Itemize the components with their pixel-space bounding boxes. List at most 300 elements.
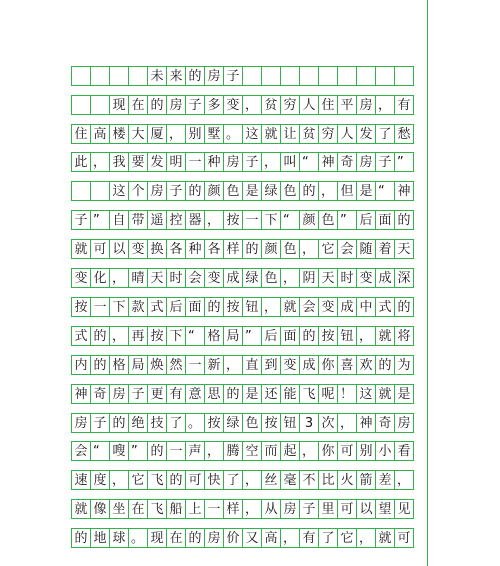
grid-cell: 可 <box>185 470 205 490</box>
grid-cell: “ <box>185 326 205 346</box>
grid-cell: 格 <box>204 326 224 346</box>
grid-cell: 深 <box>394 268 414 288</box>
grid-cell: 子 <box>242 152 262 172</box>
grid-cell: ” <box>90 210 110 230</box>
grid-cell: 地 <box>90 528 110 548</box>
grid-cell: 按 <box>223 210 243 230</box>
grid-cell: 颜 <box>299 210 319 230</box>
grid-cell <box>90 95 110 115</box>
grid-cell: 化 <box>90 268 110 288</box>
grid-cell: 就 <box>71 499 91 519</box>
grid-cell: 内 <box>71 355 91 375</box>
grid-cell: 像 <box>90 499 110 519</box>
grid-cell: “ <box>280 210 300 230</box>
grid-cell: “ <box>299 152 319 172</box>
grid-cell <box>299 66 319 86</box>
grid-cell: 阴 <box>299 268 319 288</box>
grid-cell: 看 <box>394 441 414 461</box>
grid-cell: 面 <box>375 210 395 230</box>
grid-cell: 奇 <box>337 152 357 172</box>
grid-cell: 的 <box>299 181 319 201</box>
grid-cell: 天 <box>147 268 167 288</box>
grid-cell <box>71 181 91 201</box>
grid-cell: 思 <box>204 384 224 404</box>
grid-cell: 式 <box>375 297 395 317</box>
grid-cell: 变 <box>128 239 148 259</box>
grid-cell: 一 <box>204 499 224 519</box>
grid-cell: 一 <box>90 297 110 317</box>
grid-row <box>71 297 431 317</box>
grid-cell: 子 <box>375 152 395 172</box>
grid-cell: 的 <box>147 441 167 461</box>
grid-cell: 神 <box>394 181 414 201</box>
grid-cell: 贫 <box>261 95 281 115</box>
grid-cell <box>90 181 110 201</box>
grid-cell <box>375 66 395 86</box>
grid-cell: 是 <box>242 384 262 404</box>
grid-cell: 着 <box>375 239 395 259</box>
grid-cell: 房 <box>356 152 376 172</box>
grid-cell: 房 <box>394 413 414 433</box>
grid-cell: ， <box>242 95 262 115</box>
grid-cell: 嗖 <box>109 441 129 461</box>
grid-cell: 新 <box>204 355 224 375</box>
grid-cell: 天 <box>318 268 338 288</box>
grid-cell: 绝 <box>128 413 148 433</box>
grid-cell: 子 <box>185 95 205 115</box>
grid-cell <box>90 66 110 86</box>
grid-cell: 这 <box>109 181 129 201</box>
grid-cell: ， <box>204 441 224 461</box>
grid-cell: 飞 <box>147 470 167 490</box>
grid-cell: 款 <box>128 297 148 317</box>
grid-cell: ” <box>128 441 148 461</box>
grid-cell: ， <box>299 239 319 259</box>
grid-cell: 毫 <box>280 470 300 490</box>
grid-cell: 色 <box>318 210 338 230</box>
grid-cell: 房 <box>356 95 376 115</box>
grid-cell: ” <box>242 326 262 346</box>
grid-cell: 要 <box>128 152 148 172</box>
grid-cell: 种 <box>185 239 205 259</box>
grid-cell: 的 <box>71 528 91 548</box>
grid-row <box>71 441 431 461</box>
grid-cell: 到 <box>261 355 281 375</box>
grid-cell: 会 <box>71 441 91 461</box>
grid-row <box>71 384 431 404</box>
grid-cell: 不 <box>299 470 319 490</box>
grid-cell: 按 <box>204 413 224 433</box>
grid-cell: 各 <box>166 239 186 259</box>
grid-cell: 后 <box>261 326 281 346</box>
grid-cell <box>128 66 148 86</box>
grid-cell: 墅 <box>204 124 224 144</box>
grid-cell: 房 <box>204 66 224 86</box>
grid-cell: 样 <box>223 499 243 519</box>
grid-row <box>71 268 431 288</box>
grid-cell: 望 <box>375 499 395 519</box>
grid-cell: 变 <box>318 297 338 317</box>
grid-cell: 是 <box>394 384 414 404</box>
grid-cell: 式 <box>71 326 91 346</box>
grid-cell: 大 <box>128 124 148 144</box>
grid-cell: 人 <box>299 95 319 115</box>
grid-cell: ！ <box>337 384 357 404</box>
grid-cell: 一 <box>185 355 205 375</box>
grid-cell: “ <box>375 181 395 201</box>
grid-cell <box>318 66 338 86</box>
grid-cell: 按 <box>318 326 338 346</box>
grid-cell: 这 <box>242 124 262 144</box>
grid-cell: 子 <box>128 384 148 404</box>
grid-cell: 住 <box>318 95 338 115</box>
grid-cell: 呢 <box>318 384 338 404</box>
grid-cell: 变 <box>223 95 243 115</box>
grid-cell: 神 <box>71 384 91 404</box>
grid-cell: 的 <box>90 326 110 346</box>
grid-cell: 它 <box>128 470 148 490</box>
grid-cell: 是 <box>242 181 262 201</box>
grid-cell: 色 <box>261 268 281 288</box>
grid-cell: 腾 <box>223 441 243 461</box>
grid-cell: 叫 <box>280 152 300 172</box>
grid-cell: 就 <box>71 239 91 259</box>
grid-cell: 我 <box>109 152 129 172</box>
grid-cell: 钮 <box>337 326 357 346</box>
grid-cell: 颜 <box>204 181 224 201</box>
grid-cell: 飞 <box>299 384 319 404</box>
grid-cell: 里 <box>318 499 338 519</box>
grid-cell: 它 <box>318 239 338 259</box>
grid-cell: ， <box>394 470 414 490</box>
grid-cell <box>71 95 91 115</box>
grid-row <box>71 326 431 346</box>
grid-cell: 可 <box>337 441 357 461</box>
grid-cell: 发 <box>356 124 376 144</box>
grid-cell: 别 <box>185 124 205 144</box>
grid-cell: 球 <box>109 528 129 548</box>
grid-cell: 空 <box>242 441 262 461</box>
grid-cell: 房 <box>204 528 224 548</box>
grid-cell: 丝 <box>261 470 281 490</box>
grid-cell: 带 <box>128 210 148 230</box>
grid-cell: 各 <box>204 239 224 259</box>
grid-cell: 绿 <box>242 268 262 288</box>
grid-cell: 的 <box>394 210 414 230</box>
grid-cell: ， <box>356 326 376 346</box>
grid-cell: 的 <box>223 384 243 404</box>
grid-cell: 这 <box>356 384 376 404</box>
grid-cell: 而 <box>261 441 281 461</box>
grid-cell: 成 <box>223 268 243 288</box>
grid-cell: 差 <box>375 470 395 490</box>
grid-cell: 后 <box>166 297 186 317</box>
grid-cell: 下 <box>261 210 281 230</box>
grid-cell <box>394 66 414 86</box>
grid-cell: ， <box>204 210 224 230</box>
grid-cell: 按 <box>223 297 243 317</box>
grid-cell: 时 <box>337 268 357 288</box>
grid-cell: 的 <box>166 470 186 490</box>
grid-cell: 起 <box>280 441 300 461</box>
grid-cell: 以 <box>109 239 129 259</box>
grid-cell: 成 <box>337 297 357 317</box>
grid-cell: 平 <box>337 95 357 115</box>
composition-sheet <box>71 0 431 566</box>
grid-cell <box>109 66 129 86</box>
grid-cell: 在 <box>128 95 148 115</box>
grid-cell: 控 <box>166 210 186 230</box>
grid-cell: 色 <box>280 239 300 259</box>
grid-cell: 面 <box>280 326 300 346</box>
grid-cell: 的 <box>90 355 110 375</box>
grid-cell: 快 <box>204 470 224 490</box>
grid-cell: 色 <box>242 413 262 433</box>
grid-cell: 变 <box>356 268 376 288</box>
grid-cell: 时 <box>166 268 186 288</box>
grid-cell: 的 <box>375 355 395 375</box>
grid-cell: ， <box>261 152 281 172</box>
grid-cell: 来 <box>166 66 186 86</box>
grid-cell: 可 <box>90 239 110 259</box>
grid-cell: 发 <box>147 152 167 172</box>
grid-cell: 子 <box>223 66 243 86</box>
grid-cell: 现 <box>109 95 129 115</box>
grid-cell: 后 <box>356 210 376 230</box>
grid-cell: 房 <box>109 384 129 404</box>
grid-cell: 楼 <box>109 124 129 144</box>
grid-cell: 房 <box>166 95 186 115</box>
grid-cell: 愁 <box>394 124 414 144</box>
grid-cell: 有 <box>394 95 414 115</box>
grid-cell: 绿 <box>223 413 243 433</box>
grid-cell: 了 <box>318 528 338 548</box>
grid-cell: 此 <box>71 152 91 172</box>
grid-row <box>71 210 431 230</box>
grid-cell: 成 <box>299 355 319 375</box>
grid-cell: 下 <box>166 326 186 346</box>
grid-cell: 换 <box>147 239 167 259</box>
grid-row <box>71 499 431 519</box>
grid-cell: 高 <box>261 528 281 548</box>
grid-cell: 坐 <box>109 499 129 519</box>
grid-cell: ， <box>261 297 281 317</box>
grid-cell: 遥 <box>147 210 167 230</box>
grid-cell: 绿 <box>261 181 281 201</box>
grid-cell: 房 <box>223 152 243 172</box>
grid-cell: 的 <box>204 297 224 317</box>
grid-cell: 成 <box>375 268 395 288</box>
grid-cell: 会 <box>185 268 205 288</box>
grid-cell: 一 <box>166 441 186 461</box>
grid-cell: 的 <box>185 528 205 548</box>
grid-cell: 将 <box>394 326 414 346</box>
grid-cell: 次 <box>318 413 338 433</box>
grid-cell: 下 <box>109 297 129 317</box>
grid-cell: 能 <box>280 384 300 404</box>
grid-cell: 自 <box>109 210 129 230</box>
grid-row <box>71 355 431 375</box>
grid-cell: ， <box>242 499 262 519</box>
grid-cell: 意 <box>185 384 205 404</box>
grid-cell: 更 <box>147 384 167 404</box>
grid-cell: ， <box>356 528 376 548</box>
grid-cell: 按 <box>261 413 281 433</box>
grid-cell: 神 <box>318 152 338 172</box>
grid-cell: ， <box>337 413 357 433</box>
grid-cell: 就 <box>375 528 395 548</box>
grid-cell: 明 <box>166 152 186 172</box>
grid-cell: 有 <box>166 384 186 404</box>
grid-row <box>71 413 431 433</box>
grid-cell: 奇 <box>90 384 110 404</box>
grid-cell: 价 <box>223 528 243 548</box>
grid-cell: 会 <box>299 297 319 317</box>
grid-cell: 度 <box>90 470 110 490</box>
grid-cell: 的 <box>299 326 319 346</box>
grid-cell: ， <box>166 124 186 144</box>
grid-cell: 在 <box>128 499 148 519</box>
grid-cell: “ <box>90 441 110 461</box>
grid-cell: 子 <box>166 181 186 201</box>
grid-cell: 贫 <box>299 124 319 144</box>
grid-cell: 。 <box>185 413 205 433</box>
grid-cell <box>337 66 357 86</box>
grid-cell: 的 <box>394 297 414 317</box>
grid-cell: 颜 <box>261 239 281 259</box>
grid-cell: 的 <box>147 95 167 115</box>
grid-cell: 焕 <box>147 355 167 375</box>
grid-cell: ， <box>375 95 395 115</box>
grid-cell: 一 <box>185 152 205 172</box>
grid-cell: 别 <box>356 441 376 461</box>
margin-line <box>427 0 428 566</box>
grid-cell: 然 <box>166 355 186 375</box>
grid-cell: 子 <box>90 413 110 433</box>
grid-cell: 它 <box>337 528 357 548</box>
grid-cell: 就 <box>280 297 300 317</box>
grid-cell: ” <box>394 152 414 172</box>
grid-cell: 穷 <box>318 124 338 144</box>
grid-row <box>71 66 431 86</box>
grid-cell: 是 <box>356 181 376 201</box>
grid-cell: 器 <box>185 210 205 230</box>
grid-cell: 面 <box>185 297 205 317</box>
grid-cell: 3 <box>299 413 319 433</box>
grid-cell: 上 <box>185 499 205 519</box>
grid-cell: 房 <box>71 413 91 433</box>
grid-cell: 箭 <box>356 470 376 490</box>
grid-cell: 钮 <box>280 413 300 433</box>
grid-cell: 你 <box>318 441 338 461</box>
grid-cell: 。 <box>223 124 243 144</box>
grid-cell: 就 <box>375 326 395 346</box>
grid-cell: 就 <box>261 124 281 144</box>
grid-cell <box>280 66 300 86</box>
grid-cell: ， <box>318 181 338 201</box>
grid-cell: 你 <box>318 355 338 375</box>
grid-cell: 高 <box>90 124 110 144</box>
grid-cell: 的 <box>185 66 205 86</box>
grid-cell: 船 <box>166 499 186 519</box>
grid-cell: 住 <box>71 124 91 144</box>
grid-cell: 直 <box>242 355 262 375</box>
grid-cell: ， <box>109 470 129 490</box>
grid-row <box>71 528 431 548</box>
grid-cell: 多 <box>204 95 224 115</box>
grid-cell: 厦 <box>147 124 167 144</box>
grid-cell <box>71 66 91 86</box>
grid-cell: 还 <box>261 384 281 404</box>
grid-cell: 的 <box>185 181 205 201</box>
grid-cell: 子 <box>71 210 91 230</box>
grid-row <box>71 95 431 115</box>
grid-cell: 变 <box>280 355 300 375</box>
grid-cell: 天 <box>394 239 414 259</box>
grid-cell: 随 <box>356 239 376 259</box>
grid-cell: 未 <box>147 66 167 86</box>
grid-cell: 子 <box>299 499 319 519</box>
grid-cell: 钮 <box>242 297 262 317</box>
grid-cell: 的 <box>109 413 129 433</box>
grid-cell: 可 <box>337 499 357 519</box>
grid-cell: 晴 <box>128 268 148 288</box>
grid-row <box>71 470 431 490</box>
grid-cell: ， <box>280 268 300 288</box>
grid-cell: 会 <box>337 239 357 259</box>
grid-cell: ， <box>90 152 110 172</box>
grid-cell: 式 <box>147 297 167 317</box>
grid-cell: 按 <box>147 326 167 346</box>
grid-cell: 但 <box>337 181 357 201</box>
grid-row <box>71 239 431 259</box>
grid-cell: 就 <box>375 384 395 404</box>
grid-cell: ， <box>109 326 129 346</box>
grid-cell: 穷 <box>280 95 300 115</box>
grid-cell: ， <box>109 268 129 288</box>
grid-cell: 见 <box>394 499 414 519</box>
grid-cell: 种 <box>204 152 224 172</box>
grid-cell: ， <box>223 355 243 375</box>
grid-cell: 速 <box>71 470 91 490</box>
grid-cell: 人 <box>337 124 357 144</box>
grid-cell: 房 <box>280 499 300 519</box>
grid-cell: 以 <box>356 499 376 519</box>
grid-cell: 让 <box>280 124 300 144</box>
grid-cell: 欢 <box>356 355 376 375</box>
grid-cell: 在 <box>166 528 186 548</box>
grid-cell: 比 <box>318 470 338 490</box>
grid-cell: 色 <box>280 181 300 201</box>
grid-cell: ， <box>299 441 319 461</box>
grid-cell: 小 <box>375 441 395 461</box>
grid-cell: 声 <box>185 441 205 461</box>
grid-cell: 火 <box>337 470 357 490</box>
grid-cell: 又 <box>242 528 262 548</box>
grid-cell: ， <box>280 528 300 548</box>
grid-cell: 样 <box>223 239 243 259</box>
grid-cell: 再 <box>128 326 148 346</box>
grid-cell: 可 <box>394 528 414 548</box>
grid-cell: 局 <box>223 326 243 346</box>
grid-cell: 现 <box>147 528 167 548</box>
grid-cell: 一 <box>242 210 262 230</box>
grid-cell: 的 <box>242 239 262 259</box>
grid-row <box>71 152 431 172</box>
grid-cell: 飞 <box>147 499 167 519</box>
grid-cell: 为 <box>394 355 414 375</box>
grid-cell: 。 <box>128 528 148 548</box>
